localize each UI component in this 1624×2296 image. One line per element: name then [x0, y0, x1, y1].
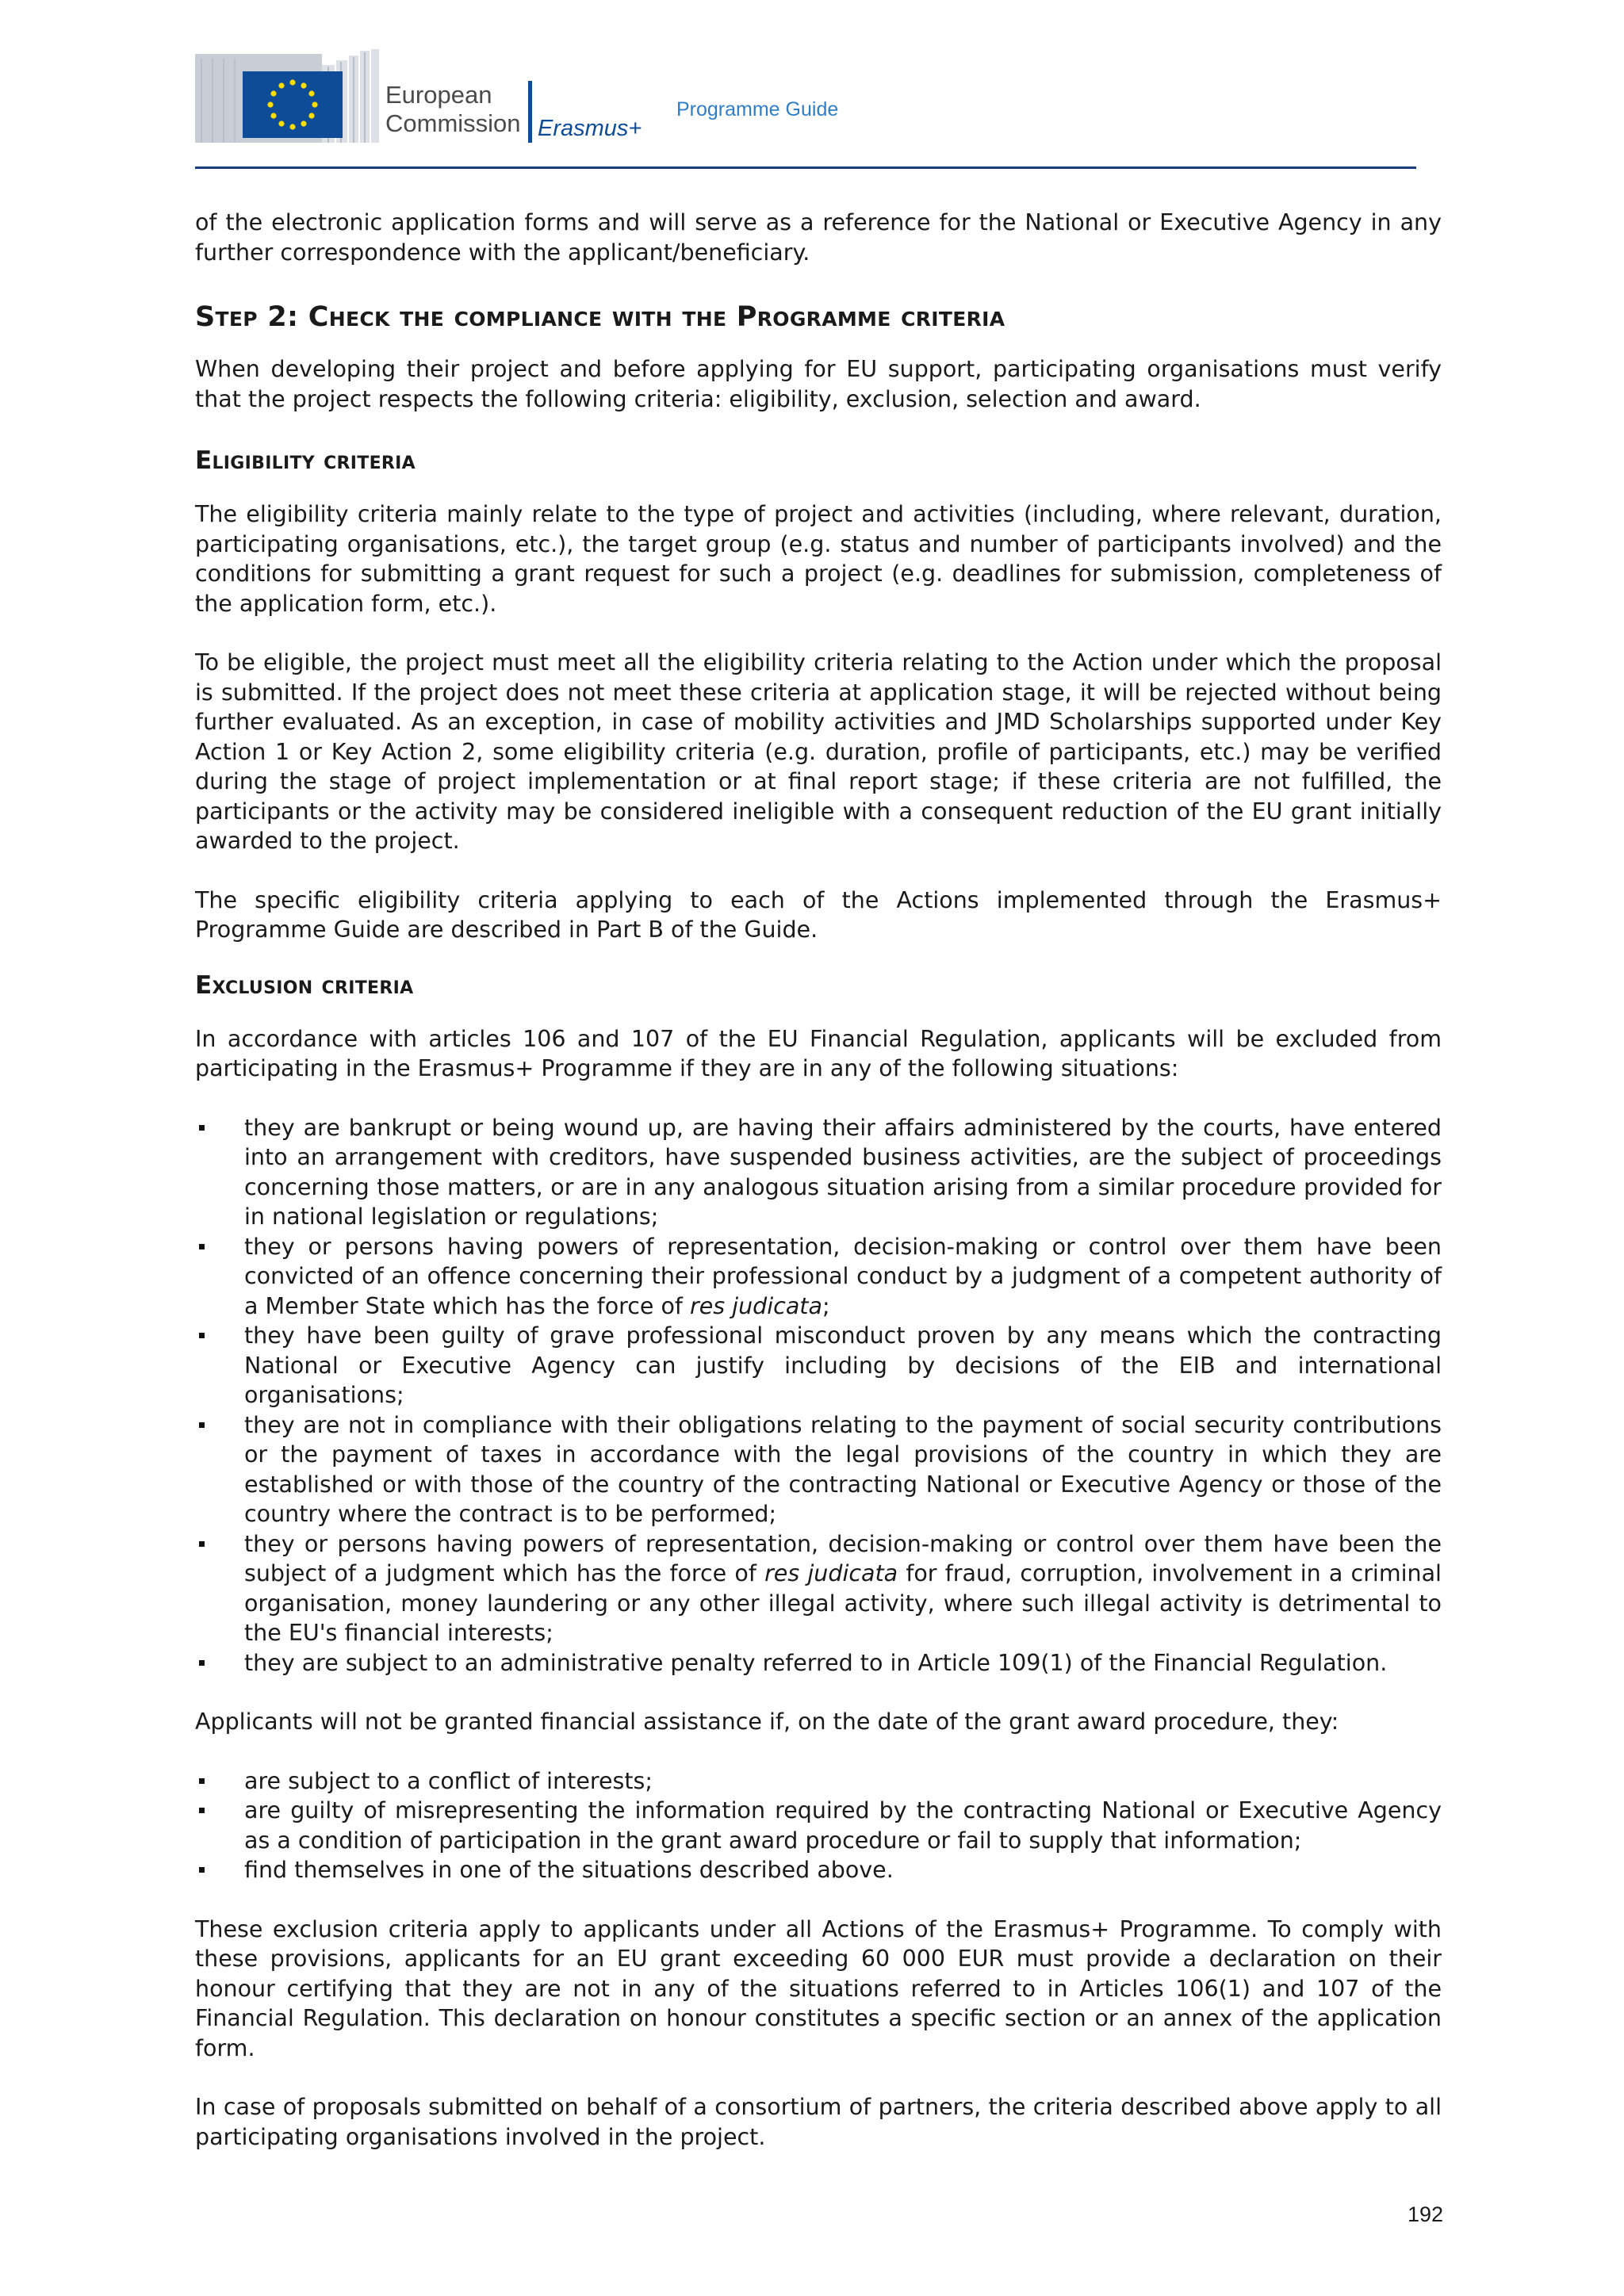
eligibility-paragraph-1: The eligibility criteria mainly relate to the type of project and activities (including, where relevant, duration, participating organisations, etc.), the target group (e.g. status and number of participants involved) and the conditions for submitting a grant request for such a project (e.g. deadlines for submission, completeness of the application form, etc.). [195, 501, 1442, 617]
eligibility-paragraph-2: To be eligible, the project must meet all the eligibility criteria relating to the Action under which the proposal is submitted. If the project does not meet these criteria at application stage, it will be rejected without being further evaluated. As an exception, in case of mobility activities and JMD Scholarships supported under Key Action 1 or Key Action 2, some eligibility criteria (e.g. duration, profile of participants, etc.) may be verified during the stage of project implementation or at final report stage; if these criteria are not fulfilled, the participants or the activity may be considered ineligible with a consequent reduction of the EU grant initially awarded to the project. [195, 649, 1442, 854]
list-item: are subject to a conflict of interests; [195, 1766, 1442, 1797]
financial-assistance-list [195, 1766, 1442, 1885]
list-item: they have been guilty of grave professional misconduct proven by any means which the contracting National or Executive Agency can justify including by decisions of the EIB and international organisations; [195, 1321, 1442, 1410]
list-item: they or persons having powers of representation, decision-making or control over them have been the subject of a judgment which has the force of res judicata for fraud, corruption, involvement in a criminal organisation, money laundering or any other illegal activity, where such illegal activity is detrimental to the EU's financial interests; [195, 1529, 1442, 1648]
exclusion-heading: Exclusion criteria [195, 970, 414, 1000]
step-heading: Step 2: Check the compliance with the Programme criteria [195, 301, 1005, 333]
page-header [195, 46, 1416, 165]
financial-assistance-intro: Applicants will not be granted financial assistance if, on the date of the grant award procedure, they: [195, 1709, 1339, 1735]
logo-divider [528, 81, 532, 143]
eligibility-heading: Eligibility criteria [195, 446, 416, 475]
list-item: they are bankrupt or being wound up, are having their affairs administered by the courts, have entered into an arrangement with creditors, have suspended business activities, are the subject of proceedings concerning those matters, or are in any analogous situation arising from a similar procedure provided for in national legislation or regulations; [195, 1113, 1442, 1232]
eligibility-paragraph-3: The specific eligibility criteria applying to each of the Actions implemented through the Erasmus+ Programme Guide are described in Part B of the Guide. [195, 886, 1442, 943]
european-commission-logo [195, 46, 655, 149]
list-item: are guilty of misrepresenting the information required by the contracting National or Executive Agency as a condition of participation in the grant award procedure or fail to supply that information; [195, 1796, 1442, 1855]
exclusion-intro: In accordance with articles 106 and 107 of the EU Financial Regulation, applicants will be excluded from participating in the Erasmus+ Programme if they are in any of the following situations: [195, 1025, 1442, 1081]
exclusion-situations-list [195, 1113, 1442, 1678]
commission-building-icon [195, 49, 393, 146]
list-item: find themselves in one of the situations described above. [195, 1855, 1442, 1885]
intro-paragraph: of the electronic application forms and will serve as a reference for the National or Executive Agency in any further correspondence with the applicant/beneficiary. [195, 209, 1442, 266]
list-item: they are not in compliance with their obligations relating to the payment of social security contributions or the payment of taxes in accordance with the legal provisions of the country in which they are established or with those of the country of the contracting National or Executive Agency or those of the country where the contract is to be performed; [195, 1410, 1442, 1529]
european-commission-wordmark: European Commission [385, 81, 521, 137]
list-item: they are subject to an administrative penalty referred to in Article 109(1) of the Financial Regulation. [195, 1648, 1442, 1678]
programme-guide-label: Programme Guide [676, 98, 839, 121]
exclusion-apply-paragraph: These exclusion criteria apply to applicants under all Actions of the Erasmus+ Programme. To comply with these provisions, applicants for an EU grant exceeding 60 000 EUR must provide a declaration on their honour certifying that they are not in any of the situations referred to in Articles 106(1) and 107 of the Financial Regulation. This declaration on honour constitutes a specific section or an annex of the application form. [195, 1915, 1442, 2061]
document-body [195, 208, 1442, 2152]
header-divider [195, 166, 1416, 169]
list-item: they or persons having powers of representation, decision-making or control over them have been convicted of an offence concerning their professional conduct by a judgment of a competent authority of a Member State which has the force of res judicata; [195, 1232, 1442, 1322]
step-paragraph: When developing their project and before applying for EU support, participating organisations must verify that the project respects the following criteria: eligibility, exclusion, selection and award. [195, 356, 1442, 412]
consortium-paragraph: In case of proposals submitted on behalf of a consortium of partners, the criteria described above apply to all participating organisations involved in the project. [195, 2094, 1442, 2150]
page-number: 192 [1407, 2202, 1443, 2226]
erasmus-wordmark: Erasmus+ [538, 116, 642, 141]
